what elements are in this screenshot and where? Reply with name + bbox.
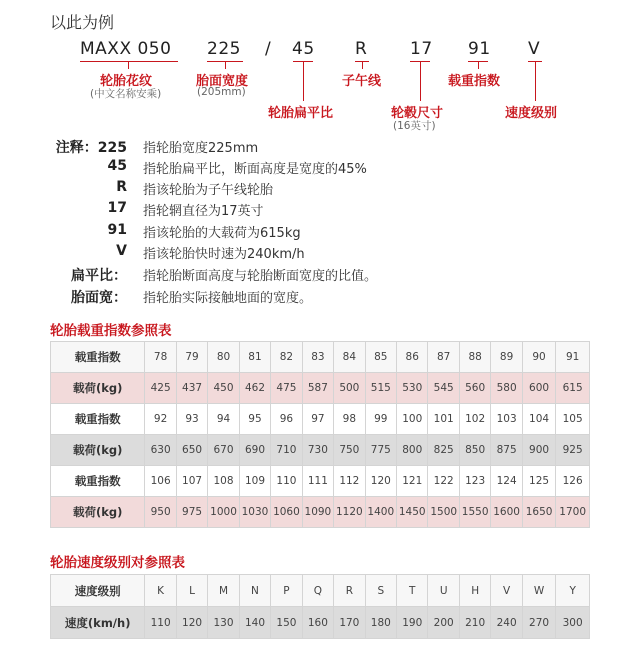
table-cell: 105 [556, 404, 590, 435]
table-cell: 112 [334, 466, 365, 497]
table-cell: U [428, 575, 459, 607]
table-cell: 190 [397, 607, 428, 639]
table-cell: 1400 [365, 497, 396, 528]
table-cell: 1060 [271, 497, 302, 528]
table-cell: 950 [145, 497, 176, 528]
label-construction: 子午线 [342, 74, 382, 89]
table-cell: T [397, 575, 428, 607]
table-cell: 90 [522, 342, 555, 373]
table-cell: 83 [302, 342, 333, 373]
note-text: 指该轮胎快时速为240km/h [143, 247, 305, 262]
code-pattern: MAXX 050 [80, 39, 172, 59]
table-cell: 124 [491, 466, 522, 497]
table-cell: 111 [302, 466, 333, 497]
table-cell: 82 [271, 342, 302, 373]
table-cell: 120 [176, 607, 207, 639]
table-cell: 78 [145, 342, 176, 373]
table-cell: 1500 [428, 497, 459, 528]
table-cell: 126 [556, 466, 590, 497]
table-row [51, 466, 590, 497]
table-cell: 79 [176, 342, 207, 373]
table-cell: 91 [556, 342, 590, 373]
table-cell: 100 [397, 404, 428, 435]
table-cell: 210 [459, 607, 490, 639]
table-cell: 1120 [334, 497, 365, 528]
table-cell: 106 [145, 466, 176, 497]
row-header: 载重指数 [51, 404, 145, 435]
row-header: 速度(km/h) [51, 607, 145, 639]
table-cell: 110 [271, 466, 302, 497]
table-row [51, 373, 590, 404]
table-cell: W [522, 575, 555, 607]
note-text: 指该轮胎为子午线轮胎 [143, 183, 274, 198]
table-cell: 560 [459, 373, 490, 404]
note-row [0, 265, 640, 285]
table-cell: 80 [208, 342, 239, 373]
note-text: 指该轮胎的大载荷为615kg [143, 226, 301, 241]
table-cell: H [459, 575, 490, 607]
table-cell: 475 [271, 373, 302, 404]
table-cell: 670 [208, 435, 239, 466]
label-rim-sub: (16英寸) [393, 120, 436, 132]
table-cell: 120 [365, 466, 396, 497]
note-label: 胎面宽： [71, 290, 127, 306]
table-cell: 800 [397, 435, 428, 466]
note-text: 指轮胎实际接触地面的宽度。 [143, 291, 313, 306]
code-construction: R [355, 39, 368, 59]
note-row [0, 287, 640, 307]
note-label: R [116, 179, 127, 195]
table-cell: L [176, 575, 207, 607]
table-cell: 580 [491, 373, 522, 404]
table-cell: 103 [491, 404, 522, 435]
table-cell: 99 [365, 404, 396, 435]
table-cell: 462 [239, 373, 270, 404]
table-cell: 240 [491, 607, 522, 639]
table-cell: 96 [271, 404, 302, 435]
table-cell: 300 [556, 607, 590, 639]
table-cell: 123 [459, 466, 490, 497]
table-cell: 107 [176, 466, 207, 497]
table-cell: 88 [459, 342, 490, 373]
table-cell: 1030 [239, 497, 270, 528]
table-cell: 730 [302, 435, 333, 466]
table-row [51, 404, 590, 435]
table-cell: 425 [145, 373, 176, 404]
code-speed: V [528, 39, 541, 59]
table-cell: 200 [428, 607, 459, 639]
table-row [51, 435, 590, 466]
table-cell: 180 [365, 607, 396, 639]
table-cell: 160 [302, 607, 333, 639]
note-label: 91 [107, 222, 127, 238]
table-cell: 650 [176, 435, 207, 466]
table-cell: R [334, 575, 365, 607]
row-header: 速度级别 [51, 575, 145, 607]
table-cell: 630 [145, 435, 176, 466]
table-cell: 130 [208, 607, 239, 639]
table-cell: 437 [176, 373, 207, 404]
note-text: 指轮辋直径为17英寸 [143, 204, 264, 219]
table-cell: 92 [145, 404, 176, 435]
table-cell: 900 [522, 435, 555, 466]
table-cell: 690 [239, 435, 270, 466]
table-cell: 975 [176, 497, 207, 528]
note-label: 45 [107, 158, 127, 174]
code-aspect: 45 [292, 39, 315, 59]
note-row [0, 158, 640, 178]
code-rim: 17 [410, 39, 433, 59]
example-title: 以此为例 [50, 13, 115, 32]
table-cell: 450 [208, 373, 239, 404]
note-label: 扁平比： [71, 268, 127, 284]
table-cell: 104 [522, 404, 555, 435]
table-cell: M [208, 575, 239, 607]
table-cell: 1550 [459, 497, 490, 528]
table-cell: 97 [302, 404, 333, 435]
table-cell: 545 [428, 373, 459, 404]
table-cell: 850 [459, 435, 490, 466]
table-cell: 101 [428, 404, 459, 435]
table-cell: 110 [145, 607, 176, 639]
table-cell: 102 [459, 404, 490, 435]
table-cell: 98 [334, 404, 365, 435]
label-width-sub: (205mm) [197, 86, 246, 98]
label-width: 胎面宽度 [196, 74, 249, 89]
table-cell: 108 [208, 466, 239, 497]
table-cell: 600 [522, 373, 555, 404]
table-cell: 1000 [208, 497, 239, 528]
note-label: V [116, 243, 127, 259]
row-header: 载荷(kg) [51, 373, 145, 404]
table-cell: 170 [334, 607, 365, 639]
table-cell: 875 [491, 435, 522, 466]
table-cell: 81 [239, 342, 270, 373]
note-row [0, 200, 640, 220]
table-cell: 1090 [302, 497, 333, 528]
table-cell: 93 [176, 404, 207, 435]
table-cell: 89 [491, 342, 522, 373]
table-cell: 95 [239, 404, 270, 435]
label-pattern-sub: (中文名称安乘) [90, 88, 162, 100]
table-cell: 1650 [522, 497, 555, 528]
table-cell: 87 [428, 342, 459, 373]
table-cell: V [491, 575, 522, 607]
label-load: 载重指数 [448, 74, 501, 89]
table-cell: 1600 [491, 497, 522, 528]
load-table-title: 轮胎载重指数参照表 [50, 323, 172, 339]
table-row [51, 575, 590, 607]
table-cell: 121 [397, 466, 428, 497]
table-cell: 515 [365, 373, 396, 404]
table-cell: 150 [271, 607, 302, 639]
row-header: 载重指数 [51, 342, 145, 373]
label-pattern: 轮胎花纹 [100, 74, 153, 89]
label-aspect: 轮胎扁平比 [268, 106, 334, 121]
note-label: 注释：225 [55, 140, 127, 156]
table-cell: 122 [428, 466, 459, 497]
table-cell: 587 [302, 373, 333, 404]
table-cell: 94 [208, 404, 239, 435]
label-speed: 速度级别 [505, 106, 558, 121]
table-row [51, 607, 590, 639]
note-row [0, 222, 640, 242]
table-cell: 270 [522, 607, 555, 639]
table-cell: 86 [397, 342, 428, 373]
table-cell: 84 [334, 342, 365, 373]
table-row [51, 342, 590, 373]
table-cell: 140 [239, 607, 270, 639]
code-slash: / [265, 39, 272, 59]
note-row [0, 179, 640, 199]
note-text: 指轮胎断面高度与轮胎断面宽度的比值。 [143, 269, 378, 284]
table-cell: 825 [428, 435, 459, 466]
table-cell: 85 [365, 342, 396, 373]
speed-rating-table [50, 574, 590, 639]
note-text: 指轮胎宽度225mm [143, 141, 259, 156]
table-cell: 530 [397, 373, 428, 404]
table-cell: 125 [522, 466, 555, 497]
table-cell: Y [556, 575, 590, 607]
load-index-table [50, 341, 590, 528]
row-header: 载荷(kg) [51, 435, 145, 466]
note-row [0, 137, 640, 157]
note-text: 指轮胎扁平比，断面高度是宽度的45% [143, 162, 367, 177]
table-cell: 500 [334, 373, 365, 404]
table-cell: 615 [556, 373, 590, 404]
table-cell: Q [302, 575, 333, 607]
table-cell: N [239, 575, 270, 607]
note-row [0, 243, 640, 263]
table-cell: K [145, 575, 176, 607]
table-cell: S [365, 575, 396, 607]
table-cell: 710 [271, 435, 302, 466]
table-cell: 109 [239, 466, 270, 497]
table-cell: P [271, 575, 302, 607]
table-cell: 1450 [397, 497, 428, 528]
label-rim: 轮毂尺寸 [391, 106, 444, 121]
table-cell: 775 [365, 435, 396, 466]
table-cell: 925 [556, 435, 590, 466]
note-label: 17 [107, 200, 127, 216]
speed-table-title: 轮胎速度级别对参照表 [50, 555, 185, 571]
row-header: 载重指数 [51, 466, 145, 497]
code-load: 91 [468, 39, 491, 59]
table-cell: 750 [334, 435, 365, 466]
code-width: 225 [207, 39, 241, 59]
table-row [51, 497, 590, 528]
row-header: 载荷(kg) [51, 497, 145, 528]
table-cell: 1700 [556, 497, 590, 528]
